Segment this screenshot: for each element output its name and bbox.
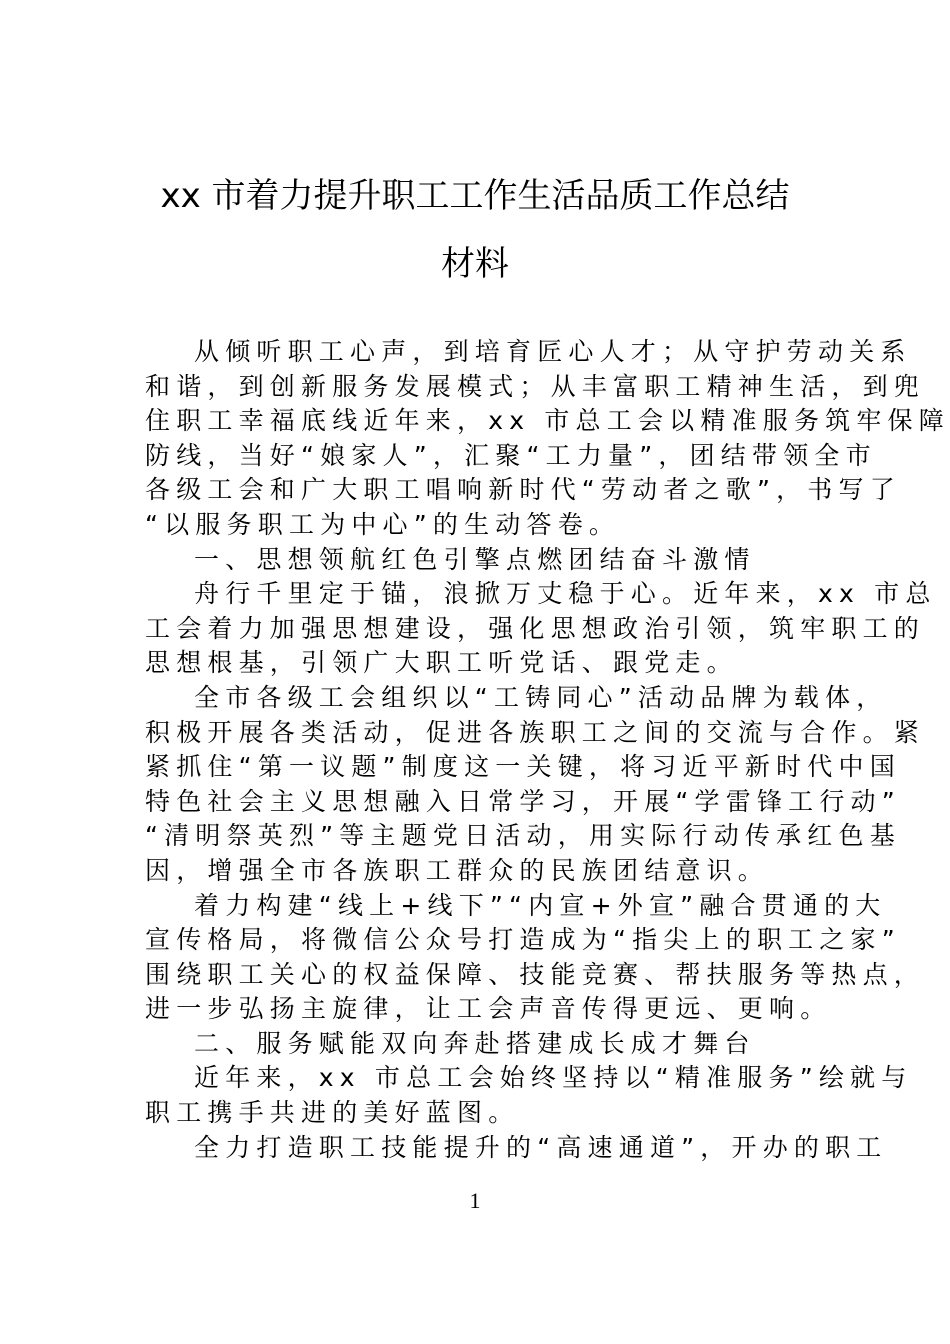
paragraph-line: 和谐，到创新服务发展模式；从丰富职工精神生活，到兜 <box>145 371 926 401</box>
paragraph-start-line: 全市各级工会组织以“工铸同心”活动品牌为载体， <box>194 682 888 712</box>
paragraph-start-line: 二、服务赋能双向奔赴搭建成长成才舞台 <box>194 1028 756 1058</box>
document-title-line-2: 材料 <box>441 244 509 284</box>
paragraph-line: 宣传格局，将微信公众号打造成为“指尖上的职工之家” <box>145 925 901 955</box>
paragraph-line: 围绕职工关心的权益保障、技能竞赛、帮扶服务等热点， <box>145 959 926 989</box>
paragraph-line: 工会着力加强思想建设，强化思想政治引领，筑牢职工的 <box>145 613 926 643</box>
paragraph-line: “清明祭英烈”等主题党日活动，用实际行动传承红色基 <box>145 821 901 851</box>
paragraph-start-line: 舟行千里定于锚，浪掀万丈稳于心。近年来，xx 市总 <box>194 579 937 609</box>
paragraph-start-line: 着力构建“线上+线下”“内宣+外宣”融合贯通的大 <box>194 890 887 920</box>
paragraph-line: 思想根基，引领广大职工听党话、跟党走。 <box>145 648 738 678</box>
document-body <box>145 335 950 1165</box>
paragraph-line: “以服务职工为中心”的生动答卷。 <box>145 509 621 539</box>
paragraph-start-line: 一、思想领航红色引擎点燃团结奋斗激情 <box>194 544 756 574</box>
paragraph-start-line: 从倾听职工心声，到培育匠心人才；从守护劳动关系 <box>194 337 912 366</box>
paragraph-line: 因，增强全市各族职工群众的民族团结意识。 <box>145 855 770 885</box>
paragraph-line: 紧抓住“第一议题”制度这一关键，将习近平新时代中国 <box>145 752 901 782</box>
paragraph-line: 进一步弘扬主旋律，让工会声音传得更远、更响。 <box>145 994 832 1024</box>
document-title-line-1: xx 市着力提升职工工作生活品质工作总结 <box>160 176 790 216</box>
paragraph-line: 积极开展各类活动，促进各族职工之间的交流与合作。紧 <box>145 717 926 747</box>
paragraph-line: 特色社会主义思想融入日常学习，开展“学雷锋工行动” <box>145 786 901 816</box>
paragraph-line: 住职工幸福底线近年来，xx 市总工会以精准服务筑牢保障 <box>145 406 950 436</box>
paragraph-line: 职工携手共进的美好蓝图。 <box>145 1098 520 1128</box>
paragraph-line: 各级工会和广大职工唱响新时代“劳动者之歌”，书写了 <box>145 475 901 505</box>
page-number: 1 <box>469 1188 481 1213</box>
paragraph-start-line: 近年来，xx 市总工会始终坚持以“精准服务”绘就与 <box>194 1063 913 1093</box>
paragraph-line: 防线，当好“娘家人”，汇聚“工力量”，团结带领全市 <box>145 440 877 470</box>
paragraph-start-line: 全力打造职工技能提升的“高速通道”，开办的职工 <box>194 1132 888 1162</box>
